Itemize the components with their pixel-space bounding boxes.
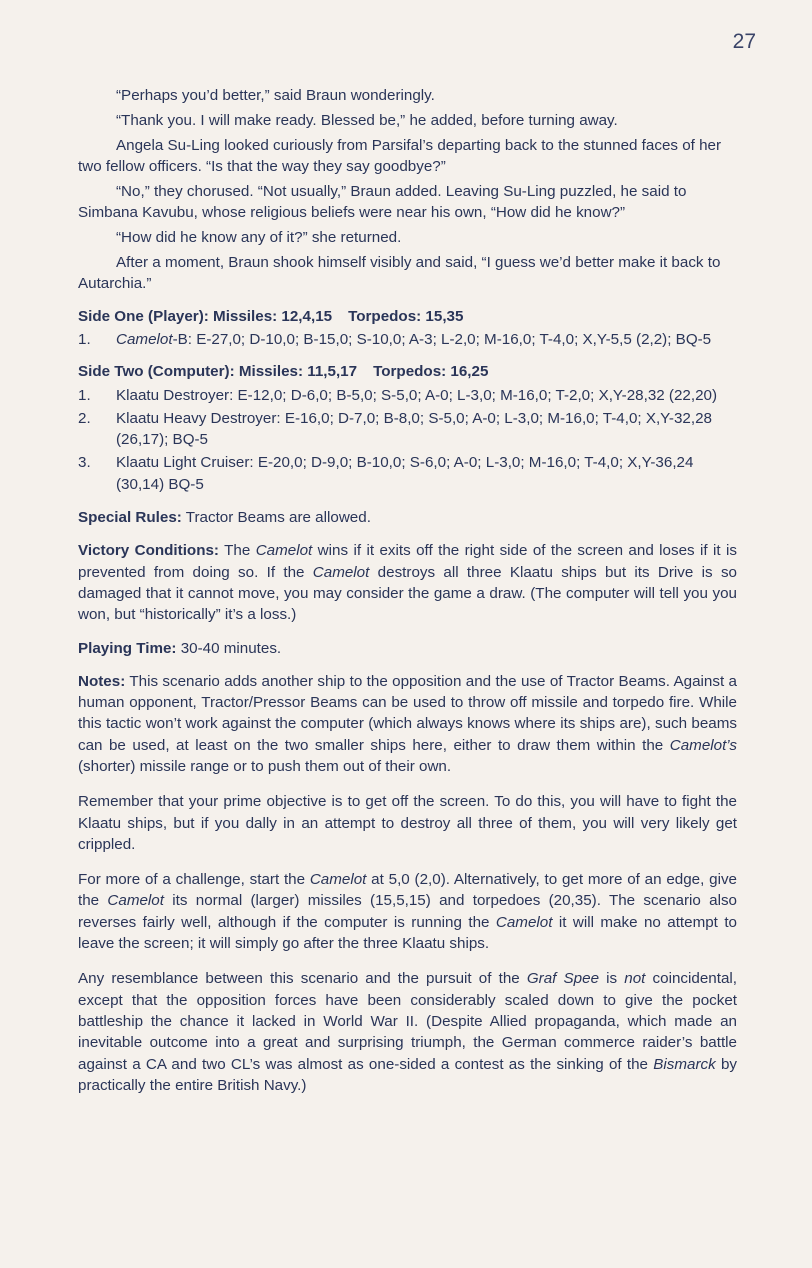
notes [78,671,737,777]
notes-label: Notes: [78,672,126,690]
side-one-torpedoes: Torpedos: 15,35 [348,307,464,325]
special-rules-label: Special Rules: [78,509,182,527]
story-paragraph: “Thank you. I will make ready. Blessed be,” he added, before turning away. [116,111,618,129]
resemblance-text: by practically the entire British Navy.) [78,1055,737,1094]
notes-text: (shorter) missile range or to push them out of their own. [78,757,452,775]
side-one-heading [78,306,737,327]
side-two-ship-list [78,385,737,495]
resemblance-text: coincidental, except that the opposition forces have been considerably scaled down to give the pocket battleship the chance it lacked in World War II. (Despite Allied propaganda, which made an inevitable outcome into a great and surprising triumph, the German commerce raider’s battle against a CA and two CL’s was almost as one-sided a contest as the sinking of the [78,970,737,1073]
victory-conditions [78,540,737,625]
ship-number: 1. [78,330,91,348]
ship-name: Camelot [309,871,367,889]
special-rules-text: Tractor Beams are allowed. [181,509,371,527]
ship-stats: Klaatu Light Cruiser: E-20,0; D-9,0; B-10,0; S-6,0; A-0; L-3,0; M-16,0; T-4,0; X,Y-36,24 (30,14) BQ-5 [116,454,694,493]
playing-time-text: 30-40 minutes. [176,639,282,657]
ship-stats [116,329,737,350]
challenge-text: at 5,0 (2,0). Alternatively, to get more of an edge, give the [78,871,737,910]
playing-time-label: Playing Time: [78,639,177,657]
ship-name: Camelot [255,542,313,560]
special-rules [78,507,737,528]
ship-entry [78,452,737,495]
ship-name: Graf Spee [526,970,600,988]
story-paragraph: “Perhaps you’d better,” said Braun wonderingly. [116,87,435,104]
victory-text: The [218,542,256,560]
ship-entry [78,385,737,406]
notes-text: This scenario adds another ship to the opposition and the use of Tractor Beams. Against a human opponent, Tractor/Pressor Beams can be used to throw off missile and torpedo fire. While this tactic won’t work against the computer (which always knows where its ships are), such beams can be used, at least on the two smaller ships here, either to draw them within the [78,672,737,754]
side-two-missiles: Side Two (Computer): Missiles: 11,5,17 [78,363,358,381]
side-one-missiles: Side One (Player): Missiles: 12,4,15 [78,307,333,325]
ship-entry [78,408,737,451]
ship-stats: Klaatu Destroyer: E-12,0; D-6,0; B-5,0; S-5,0; A-0; L-3,0; M-16,0; T-2,0; X,Y-28,32 (22,20) [116,386,718,404]
resemblance-text: Any resemblance between this scenario and the pursuit of the [78,970,527,988]
page-content [78,85,737,1096]
story-paragraph: “How did he know any of it?” she returned. [116,229,402,247]
emphasis: not [624,970,646,988]
ship-number: 2. [78,409,91,427]
playing-time [78,638,737,659]
story-paragraph: Angela Su-Ling looked curiously from Parsifal’s departing back to the stunned faces of her two fellow officers. “Is that the way they say goodbye?” [78,136,722,176]
ship-name: Bismarck [653,1055,716,1073]
challenge-text: For more of a challenge, start the [78,871,310,889]
story-paragraph: “No,” they chorused. “Not usually,” Braun added. Leaving Su-Ling puzzled, he said to Simbana Kavubu, whose religious beliefs were near his own, “How did he know?” [78,182,687,222]
ship-name: Camelot [495,913,553,931]
ship-name: Camelot [312,563,370,581]
ship-number: 3. [78,454,91,472]
ship-entry [78,329,737,350]
challenge-paragraph [78,869,737,954]
ship-name: Camelot’s [669,736,737,754]
victory-text: destroys all three Klaatu ships but its Drive is so damaged that it cannot move, you may consider the game a draw. (The computer will tell you you won, but “historically” it’s a loss.) [78,563,737,624]
side-one-ship-list [78,329,737,350]
page-number: 27 [732,30,756,53]
victory-text: wins if it exits off the right side of the screen and loses if it is prevented from doing so. If the [78,542,737,581]
ship-number: 1. [78,386,91,404]
resemblance-paragraph [78,968,737,1096]
side-two-heading [78,361,737,382]
side-two-torpedoes: Torpedos: 16,25 [373,363,489,381]
resemblance-text: is [599,970,625,988]
ship-stats: Klaatu Heavy Destroyer: E-16,0; D-7,0; B-8,0; S-5,0; A-0; L-3,0; M-16,0; T-4,0; X,Y-32,28 (26,17); BQ-5 [116,409,712,449]
victory-label: Victory Conditions: [78,542,219,560]
challenge-text: its normal (larger) missiles (15,5,15) and torpedoes (20,35). The scenario also reverses fairly well, although if the computer is running the [78,892,737,931]
ship-name: Camelot [107,892,164,910]
story-paragraph: After a moment, Braun shook himself visibly and said, “I guess we’d better make it back to Autarchia.” [78,254,721,293]
challenge-text: it will make no attempt to leave the screen; it will simply go after the three Klaatu ships. [78,913,737,953]
ship-stat-values: -B: E-27,0; D-10,0; B-15,0; S-10,0; A-3; L-2,0; M-16,0; T-4,0; X,Y-5,5 (2,2); BQ-5 [172,330,712,348]
ship-name: Camelot [116,330,173,348]
remember-paragraph: Remember that your prime objective is to get off the screen. To do this, you will have to fight the Klaatu ships, but if you dally in an attempt to destroy all three of them, you will very likely get crippled. [78,793,737,853]
